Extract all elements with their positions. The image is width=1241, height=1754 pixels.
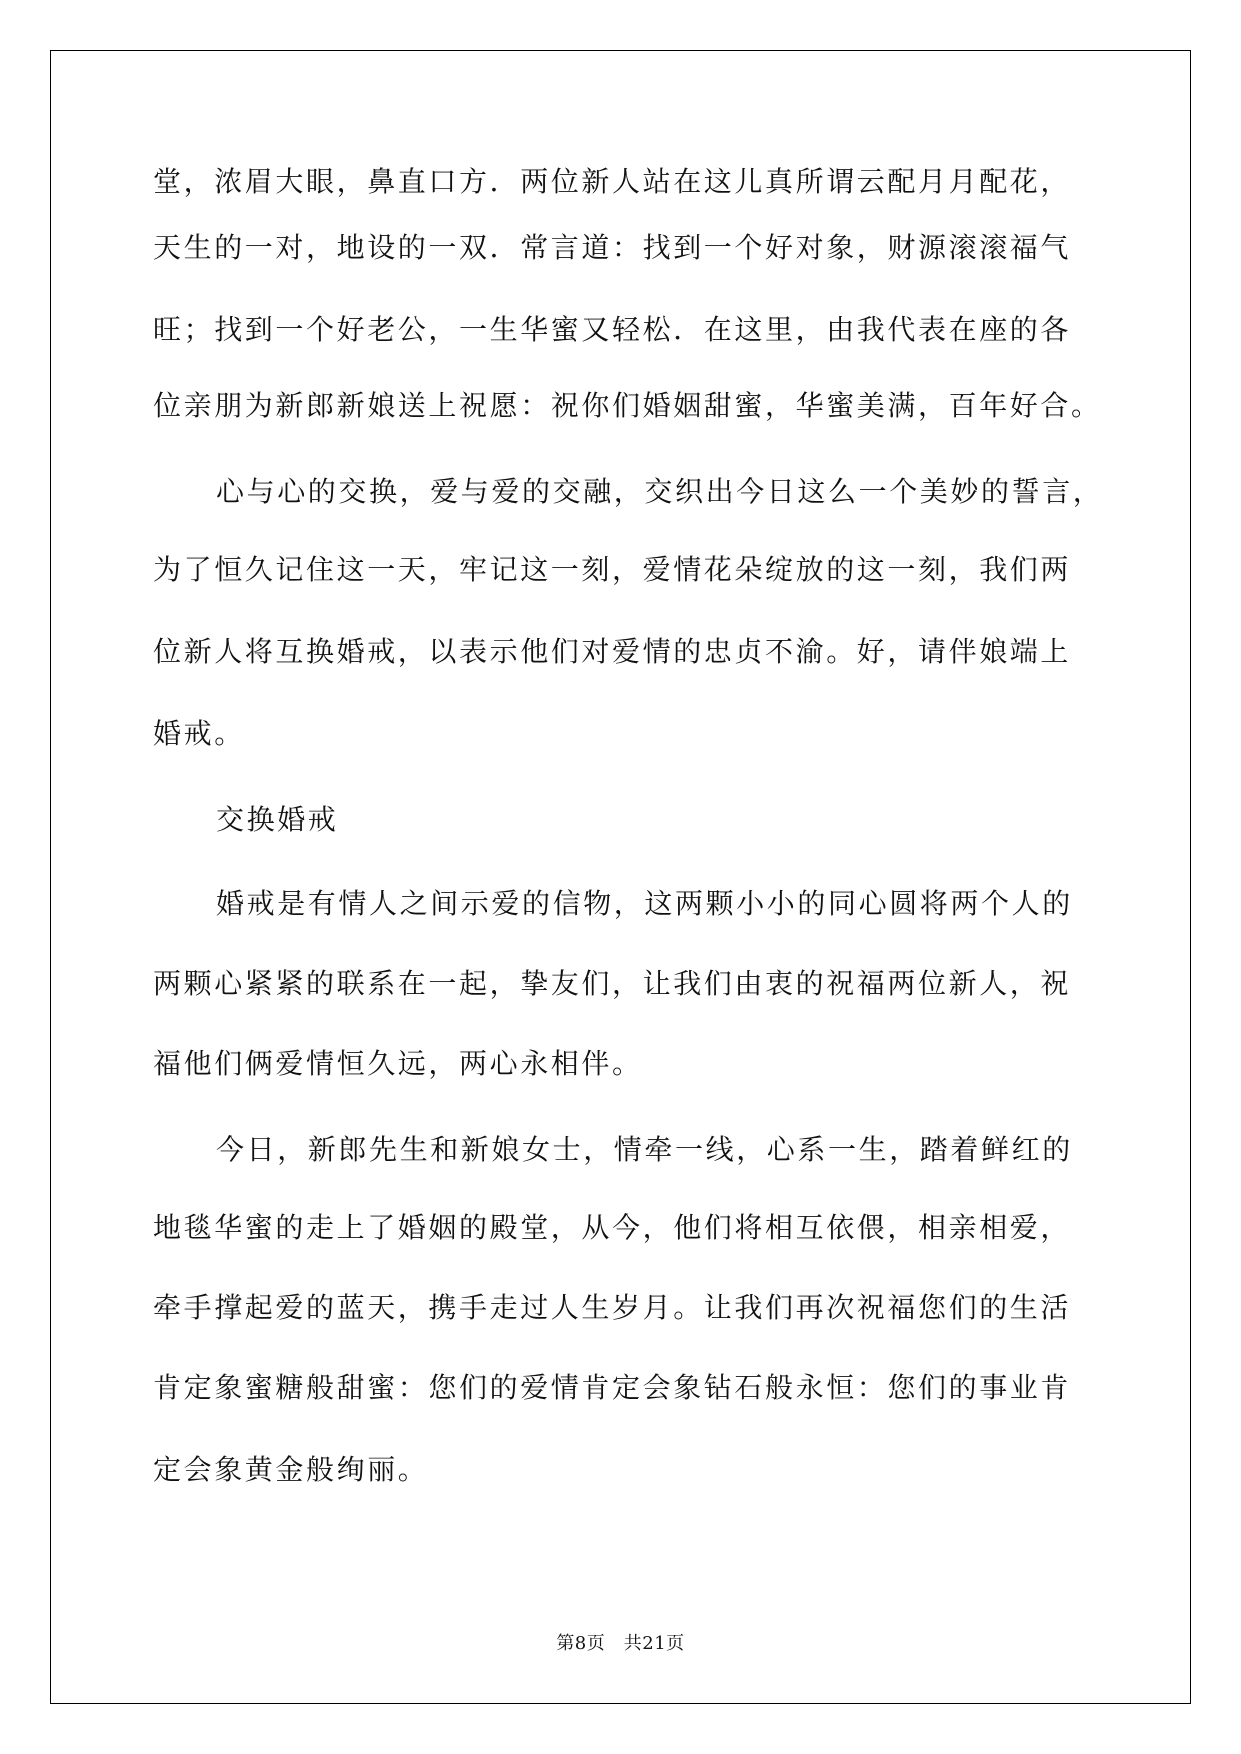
text-line: 婚戒。 bbox=[153, 717, 245, 750]
text-line: 堂，浓眉大眼，鼻直口方．两位新人站在这儿真所谓云配月月配花， bbox=[153, 165, 1072, 198]
text-line: 肯定象蜜糖般甜蜜：您们的爱情肯定会象钻石般永恒：您们的事业肯 bbox=[153, 1371, 1072, 1404]
text-line: 今日，新郎先生和新娘女士，情牵一线，心系一生，踏着鲜红的 bbox=[216, 1133, 1073, 1166]
text-line: 地毯华蜜的走上了婚姻的殿堂，从今，他们将相互依偎，相亲相爱， bbox=[153, 1211, 1072, 1244]
text-line: 牵手撑起爱的蓝天，携手走过人生岁月。让我们再次祝福您们的生活 bbox=[153, 1291, 1072, 1324]
text-line: 位亲朋为新郎新娘送上祝愿：祝你们婚姻甜蜜，华蜜美满，百年好合。 bbox=[153, 389, 1102, 422]
text-line: 旺；找到一个好老公，一生华蜜又轻松．在这里，由我代表在座的各 bbox=[153, 313, 1072, 346]
text-line: 福他们俩爱情恒久远，两心永相伴。 bbox=[153, 1047, 643, 1080]
text-line: 两颗心紧紧的联系在一起，挚友们，让我们由衷的祝福两位新人，祝 bbox=[153, 967, 1072, 1000]
text-line: 婚戒是有情人之间示爱的信物，这两颗小小的同心圆将两个人的 bbox=[216, 887, 1073, 920]
text-line: 天生的一对，地设的一双．常言道：找到一个好对象，财源滚滚福气 bbox=[153, 231, 1072, 264]
text-line: 位新人将互换婚戒，以表示他们对爱情的忠贞不渝。好，请伴娘端上 bbox=[153, 635, 1072, 668]
section-heading: 交换婚戒 bbox=[216, 803, 339, 836]
text-line: 心与心的交换，爱与爱的交融，交织出今日这么一个美妙的誓言， bbox=[216, 475, 1104, 508]
text-line: 为了恒久记住这一天，牢记这一刻，爱情花朵绽放的这一刻，我们两 bbox=[153, 553, 1072, 586]
text-line: 定会象黄金般绚丽。 bbox=[153, 1453, 429, 1486]
page-number-footer: 第8页 共21页 bbox=[556, 1633, 685, 1654]
